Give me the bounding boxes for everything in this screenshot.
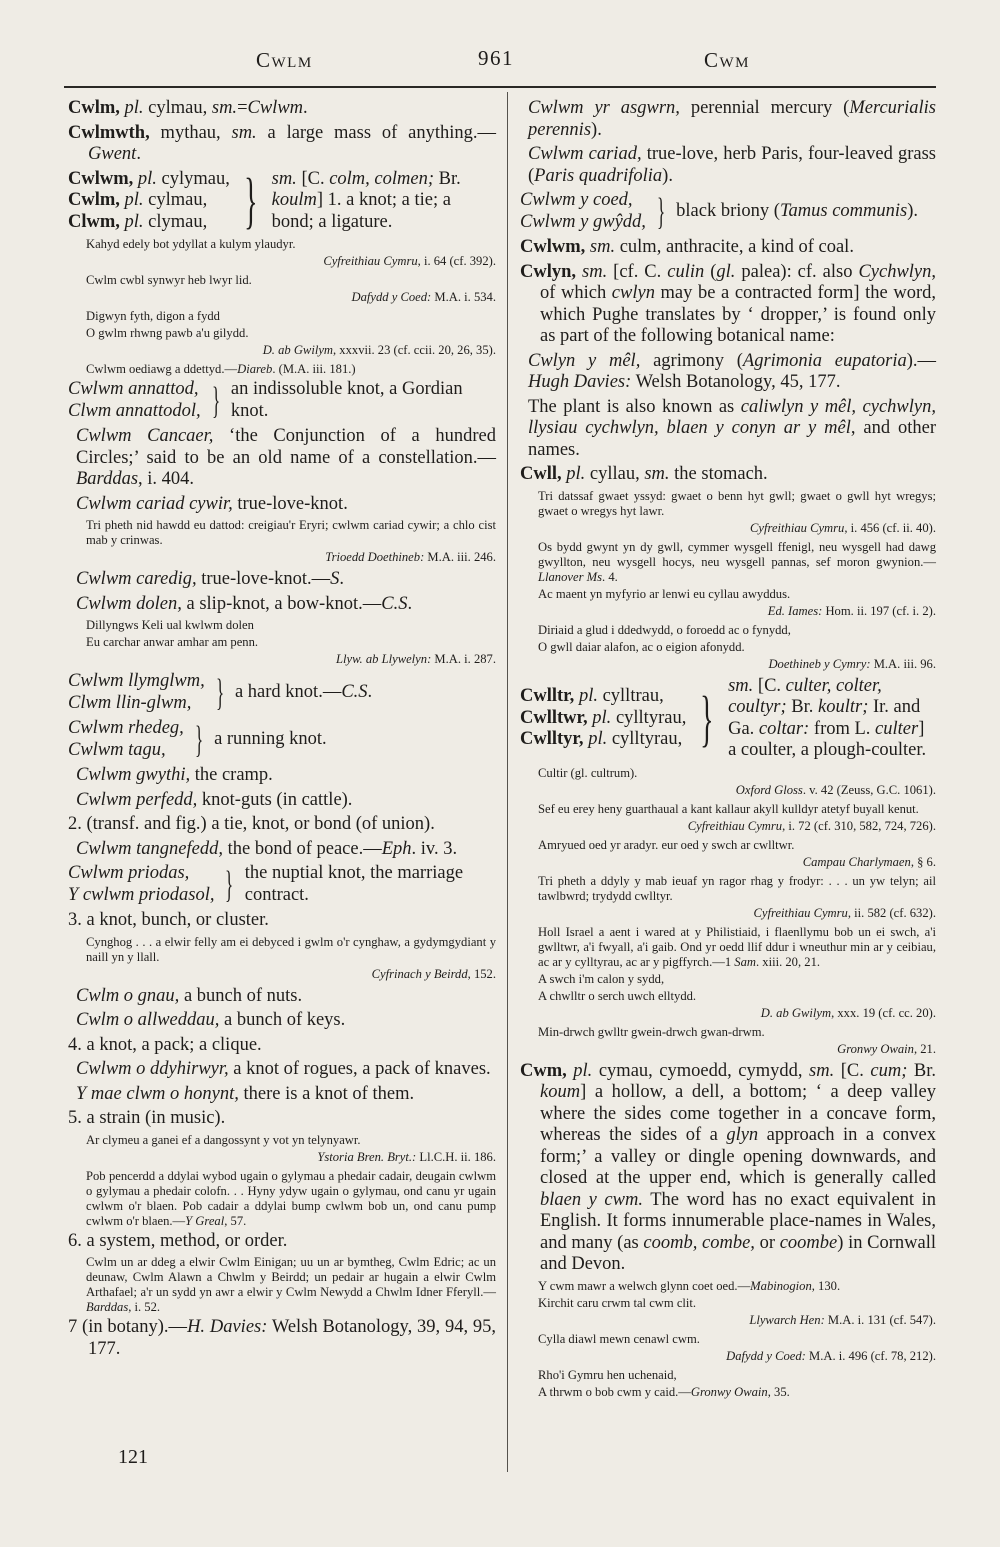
column-rule <box>507 92 508 1472</box>
citation: Llyw. ab Llywelyn: M.A. i. 287. <box>336 652 496 666</box>
entry-cwlwm-priodas: Cwlwm priodas, Y cwlwm priodasol, } the nuptial knot, the marriage contract. <box>68 863 464 906</box>
entry-cwlwm-gwythi: Cwlwm gwythi, the cramp. <box>76 765 273 785</box>
entry-cwlwm: Cwlwm, pl. cylymau, Cwlm, pl. cylmau, Clwm, pl. clymau, } sm. [C. colm, colmen; Br. koulm] 1. a knot; a tie; a bond; a ligature. <box>68 166 461 235</box>
quote: Cwlwm oediawg a ddettyd.—Diareb. (M.A. iii. 181.) <box>86 362 356 376</box>
sense-5: 5. a strain (in music). <box>68 1108 226 1128</box>
entry-cwlwm-caredig: Cwlwm caredig, true-love-knot.—S. <box>76 569 345 589</box>
quote: Kahyd edely bot ydyllat a kulym ylaudyr. <box>86 237 296 251</box>
entry-cwll: Cwll, pl. cyllau, sm. the stomach. <box>520 464 768 484</box>
citation: Doethineb y Cymry: M.A. iii. 96. <box>768 656 936 671</box>
quote: Min-drwch gwlltr gwein-drwch gwan-drwm. <box>538 1024 765 1039</box>
citation: Oxford Gloss. v. 42 (Zeuss, G.C. 1061). <box>735 782 936 797</box>
right-column <box>520 98 936 1402</box>
entry-cwlwm-annattod: Cwlwm annattod, Clwm annattodol, } an indissoluble knot, a Gordian knot. <box>68 379 463 422</box>
quote: Tri pheth a ddyly y mab ieuaf yn ragor rhag y frodyr: . . . un yw telyn; ail tawlbwrd; trydydd cwlltyr. <box>538 873 936 903</box>
entry-cwlwm-y-coed: Cwlwm y coed, Cwlwm y gwŷdd, } black briony (Tamus communis). <box>520 190 919 233</box>
quote: Os bydd gwynt yn dy gwll, cymmer wysgell ffenigl, neu wysgell had dawg gwyllton, neu wysgell hocys, neu wysgell pannas, sef moron gwynion.—Llanover Ms. 4. <box>538 539 936 584</box>
citation: Gronwy Owain, 21. <box>837 1041 936 1056</box>
entry-cwlltr: Cwlltr, pl. cylltrau, Cwlltwr, pl. cylltyrau, Cwlltyr, pl. cylltyrau, } sm. [C. culter, colter, coultyr; Br. koultr; Ir. and Ga. coltar: from L. culter] a coulter, a plough-coulter. <box>520 675 927 760</box>
quote: Ar clymeu a ganei ef a dangossynt y vot yn telynyawr. <box>86 1132 361 1147</box>
citation: Trioedd Doethineb: M.A. iii. 246. <box>325 550 496 564</box>
entry-cwlwm-culm: Cwlwm, sm. culm, anthracite, a kind of coal. <box>520 237 854 257</box>
entry-cwlwm-tangnefedd: Cwlwm tangnefedd, the bond of peace.—Eph. iv. 3. <box>76 838 458 859</box>
header-left-guideword: Cwlm <box>256 48 313 72</box>
quote: A thrwm o bob cwm y caid.—Gronwy Owain, 35. <box>538 1384 790 1399</box>
quote: Tri pheth nid hawdd eu dattod: creigiau'r Eryri; cwlwm cariad cywir; a chlo cist mab y crinwas. <box>86 518 496 547</box>
citation: Ystoria Bren. Bryt.: Ll.C.H. ii. 186. <box>317 1149 496 1164</box>
quote: Cwlm cwbl synwyr heb lwyr lid. <box>86 273 252 287</box>
citation: Cyfrinach y Beirdd, 152. <box>371 966 496 981</box>
citation: D. ab Gwilym, xxxvii. 23 (cf. ccii. 20, 26, 35). <box>262 343 496 357</box>
quote: Cylla diawl mewn cenawl cwm. <box>538 1331 700 1346</box>
citation: Cyfreithiau Cymru, i. 72 (cf. 310, 582, 724, 726). <box>687 818 936 833</box>
quote: Holl Israel a aent i wared at y Philistiaid, i flaenllymu bob un ei swch, a'i gwlltwr, a'i fwyall, a'i gaib. Ond yr oedd llif ddur i wneuthur min ar y ceibiau, ac ar y cylltyrau, ac ar y pigffyrch.—1 Sam. xiii. 20, 21. <box>538 924 936 969</box>
citation: Campau Charlymaen, § 6. <box>802 854 936 869</box>
citation: Llywarch Hen: M.A. i. 131 (cf. 547). <box>749 1312 936 1327</box>
entry-cwlyn-y-mel: Cwlyn y mêl, agrimony (Agrimonia eupatoria).—Hugh Davies: Welsh Botanology, 45, 177. <box>528 350 937 392</box>
entry-cwlm-o-gnau: Cwlm o gnau, a bunch of nuts. <box>76 985 303 1006</box>
quote: Cwlm un ar ddeg a elwir Cwlm Einigan; uu un ar bymtheg, Cwlm Edric; ac un deunaw, Cwlm Alawn a Chwlm y Beirdd; un pedair ar hugain a elwir Cwlm Arthafael; a'r un sydd yn awr a elwir y Cwlm Newydd a Chwlm Idner Fferyll.—Barddas, i. 52. <box>86 1255 496 1314</box>
quote: Rho'i Gymru hen uchenaid, <box>538 1367 677 1382</box>
quote: Pob pencerdd a ddylai wybod ugain o gylymau a phedair cadair, deugain cwlwm o gylymau a phedair colofn. . . Hyny ydyw ugain o gylymau, ond canu yr ugain cwlwm o'r blaen. Pob cadair a ddylai bump cwlwm bob un, ond canu pump cwlwm o'r blaen.—Y Greal, 57. <box>86 1168 496 1228</box>
entry-cwlwm-o-ddyhirwyr: Cwlwm o ddyhirwyr, a knot of rogues, a pack of knaves. <box>76 1059 491 1079</box>
quote: O gwlm rhwng pawb a'u gilydd. <box>86 326 249 340</box>
citation: Dafydd y Coed: M.A. i. 534. <box>351 290 496 304</box>
entry-cwlwm-cariad-cywir: Cwlwm cariad cywir, true-love-knot. <box>76 493 348 514</box>
signature-number: 121 <box>118 1446 148 1468</box>
entry-cwm: Cwm, pl. cymau, cymoedd, cymydd, sm. [C. cum; Br. koum] a hollow, a dell, a bottom; ‘ a deep valley where the sides come together in a concave form, whereas the sides of a glyn approach in a convex form;’ a valley or dingle opening downwards, and closed at the upper end, which is generally called blaen y cwm. The word has no exact equivalent in English. It forms innumerable place-names in Wales, and many (as coomb, combe, or coombe) in Cornwall and Devon. <box>520 1060 937 1274</box>
sense-3: 3. a knot, bunch, or cluster. <box>68 910 269 930</box>
quote: Diriaid a glud i ddedwydd, o foroedd ac o fynydd, <box>538 622 791 637</box>
citation: Cyfreithiau Cymru, ii. 582 (cf. 632). <box>753 905 936 920</box>
header-right-guideword: Cwm <box>703 48 750 72</box>
header-rule <box>64 86 936 88</box>
citation: Cyfreithiau Cymru, i. 64 (cf. 392). <box>323 254 496 268</box>
entry-cwlwm-dolen: Cwlwm dolen, a slip-knot, a bow-knot.—C.S. <box>76 593 413 614</box>
quote: Sef eu erey heny guarthaual a kant kallaur akyll kulldyr atetyf buyall kenut. <box>538 801 919 816</box>
quote: Y cwm mawr a welwch glynn coet oed.—Mabinogion, 130. <box>538 1278 841 1293</box>
quote: Cultir (gl. cultrum). <box>538 765 638 780</box>
entry-cwlwm-rhedeg: Cwlwm rhedeg, Cwlwm tagu, } a running knot. <box>68 718 327 761</box>
sense-6: 6. a system, method, or order. <box>68 1230 288 1251</box>
entry-cwlyn: Cwlyn, sm. [cf. C. culin (gl. palea): cf. also Cychwlyn, of which cwlyn may be a contracted form] the word, which Pughe translates by ‘ dropper,’ is found only as part of the following botanical name: <box>520 261 937 346</box>
entry-cwlmwth: Cwlmwth, mythau, sm. a large mass of anything.—Gwent. <box>68 122 496 164</box>
entry-cwlwm-yr-asgwrn: Cwlwm yr asgwrn, perennial mercury (Mercurialis perennis). <box>528 98 936 140</box>
citation: D. ab Gwilym, xxx. 19 (cf. cc. 20). <box>760 1005 936 1020</box>
citation: Dafydd y Coed: M.A. i. 496 (cf. 78, 212). <box>726 1348 936 1363</box>
citation: Ed. Iames: Hom. ii. 197 (cf. i. 2). <box>767 603 936 618</box>
sense-4: 4. a knot, a pack; a clique. <box>68 1034 262 1055</box>
entry-cwlwm-llymglwm: Cwlwm llymglwm, Clwm llin-glwm, } a hard knot.—C.S. <box>68 671 373 714</box>
quote: Dillyngws Keli ual kwlwm dolen <box>86 618 254 632</box>
running-header <box>64 44 934 74</box>
entry-cwlm-o-allweddau: Cwlm o allweddau, a bunch of keys. <box>76 1010 346 1030</box>
quote: Digwyn fyth, digon a fydd <box>86 309 220 323</box>
quote: A chwlltr o serch uwch elltydd. <box>538 988 697 1003</box>
quote: Amryued oed yr aradyr. eur oed y swch ar cwlltwr. <box>538 837 795 852</box>
quote: O gwll daiar alafon, ac o eigion afonydd. <box>538 639 745 654</box>
quote: Cynghog . . . a elwir felly am ei debyced i gwlm o'r cynghaw, a gydymgydiant y naill yn y llall. <box>86 934 496 964</box>
entry-cwlm: Cwlm, pl. cylmau, sm.=Cwlwm. <box>68 98 308 118</box>
entry-cwlwm-cancaer: Cwlwm Cancaer, ‘the Conjunction of a hundred Circles;’ said to be an old name of a constellation.—Barddas, i. 404. <box>76 426 496 489</box>
quote: Tri datssaf gwaet yssyd: gwaet o benn hyt gwll; gwaet o gwll hyt wregys; gwaet o wregys hyt lawr. <box>538 488 936 518</box>
note-plant-names: The plant is also known as caliwlyn y mêl, cychwlyn, llysiau cychwlyn, blaen y conyn ar y mêl, and other names. <box>528 396 936 460</box>
quote: Eu carchar anwar amhar am penn. <box>86 635 259 649</box>
citation: Cyfreithiau Cymru, i. 456 (cf. ii. 40). <box>750 520 936 535</box>
sense-7: 7 (in botany).—H. Davies: Welsh Botanology, 39, 94, 95, 177. <box>68 1317 496 1359</box>
entry-cwlwm-cariad: Cwlwm cariad, true-love, herb Paris, four-leaved grass (Paris quadrifolia). <box>528 144 936 186</box>
quote: Kirchit caru crwm tal cwm clit. <box>538 1295 697 1310</box>
left-column <box>68 98 496 1363</box>
entry-y-mae-clwm: Y mae clwm o honynt, there is a knot of them. <box>76 1083 415 1104</box>
quote: Ac maent yn myfyrio ar lenwi eu cyllau awyddus. <box>538 586 791 601</box>
page-number: 961 <box>478 46 514 70</box>
entry-cwlwm-perfedd: Cwlwm perfedd, knot-guts (in cattle). <box>76 789 353 810</box>
quote: A swch i'm calon y sydd, <box>538 971 665 986</box>
sense-2: 2. (transf. and fig.) a tie, knot, or bond (of union). <box>68 814 435 834</box>
